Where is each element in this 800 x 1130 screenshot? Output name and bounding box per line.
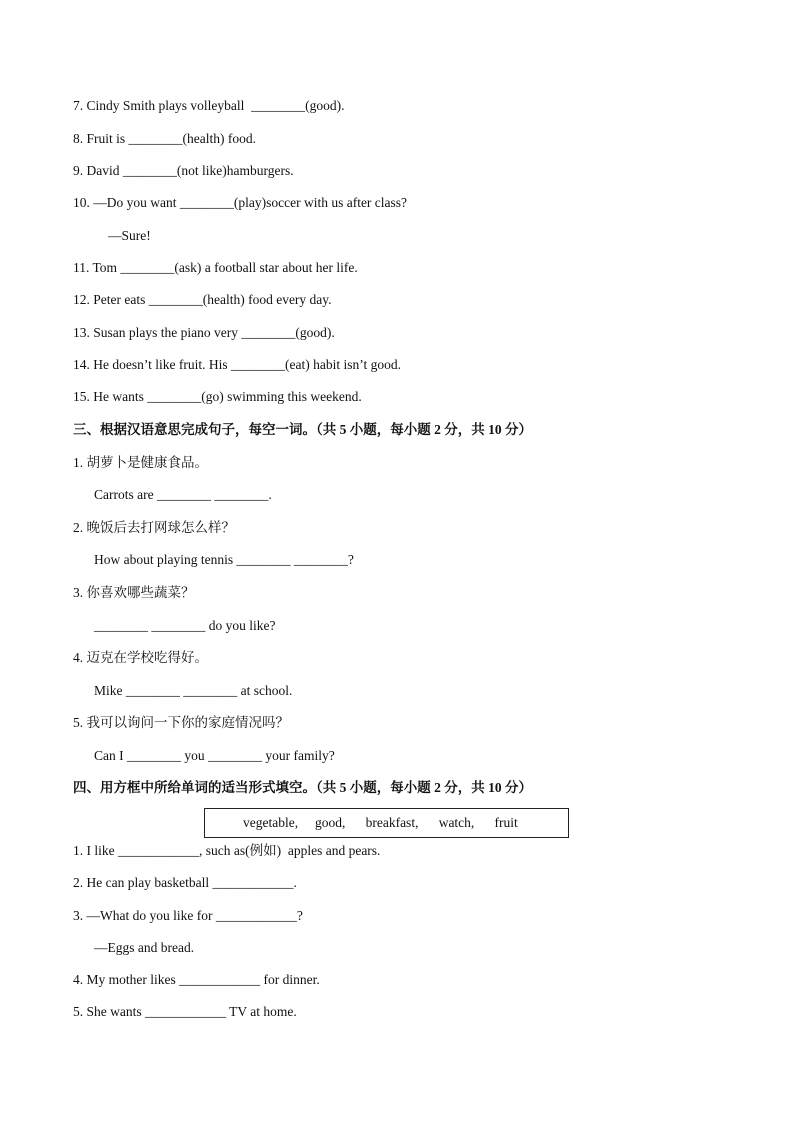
translate-3-prompt: 3. 你喜欢哪些蔬菜？ bbox=[73, 585, 195, 600]
question-8: 8. Fruit is ________(health) food. bbox=[73, 131, 256, 146]
question-15: 15. He wants ________(go) swimming this weekend. bbox=[73, 389, 362, 404]
question-14: 14. He doesn’t like fruit. His ________(eat) habit isn’t good. bbox=[73, 357, 401, 372]
translate-4-prompt: 4. 迈克在学校吃得好。 bbox=[73, 650, 208, 665]
translate-5-sentence: Can I ________ you ________ your family? bbox=[94, 748, 335, 763]
translate-3-sentence: ________ ________ do you like? bbox=[94, 618, 276, 633]
translate-1-prompt: 1. 胡萝卜是健康食品。 bbox=[73, 455, 208, 470]
question-13: 13. Susan plays the piano very ________(good). bbox=[73, 325, 335, 340]
fill-2: 2. He can play basketball ____________. bbox=[73, 875, 297, 890]
section-4-heading: 四、用方框中所给单词的适当形式填空。（共 5 小题，每小题 2 分，共 10 分） bbox=[73, 780, 532, 795]
fill-5: 5. She wants ____________ TV at home. bbox=[73, 1004, 297, 1019]
word-bank-box: vegetable, good, breakfast, watch, fruit bbox=[204, 808, 569, 838]
question-11: 11. Tom ________(ask) a football star about her life. bbox=[73, 260, 358, 275]
fill-4: 4. My mother likes ____________ for dinner. bbox=[73, 972, 320, 987]
question-9: 9. David ________(not like)hamburgers. bbox=[73, 163, 294, 178]
translate-2-prompt: 2. 晚饭后去打网球怎么样？ bbox=[73, 520, 235, 535]
fill-3: 3. —What do you like for ____________? bbox=[73, 908, 303, 923]
question-10: 10. —Do you want ________(play)soccer with us after class? bbox=[73, 195, 408, 210]
fill-3-answer: —Eggs and bread. bbox=[94, 940, 195, 955]
translate-2-sentence: How about playing tennis ________ ________? bbox=[94, 552, 354, 567]
question-12: 12. Peter eats ________(health) food every day. bbox=[73, 292, 332, 307]
section-3-heading: 三、根据汉语意思完成句子，每空一词。（共 5 小题，每小题 2 分，共 10 分） bbox=[73, 422, 532, 437]
question-10-answer: —Sure! bbox=[108, 228, 151, 243]
fill-1: 1. I like ____________, such as(例如) apples and pears. bbox=[73, 843, 381, 858]
translate-1-sentence: Carrots are ________ ________. bbox=[94, 487, 272, 502]
translate-4-sentence: Mike ________ ________ at school. bbox=[94, 683, 293, 698]
translate-5-prompt: 5. 我可以询问一下你的家庭情况吗？ bbox=[73, 715, 289, 730]
question-7: 7. Cindy Smith plays volleyball ________(good). bbox=[73, 98, 345, 113]
